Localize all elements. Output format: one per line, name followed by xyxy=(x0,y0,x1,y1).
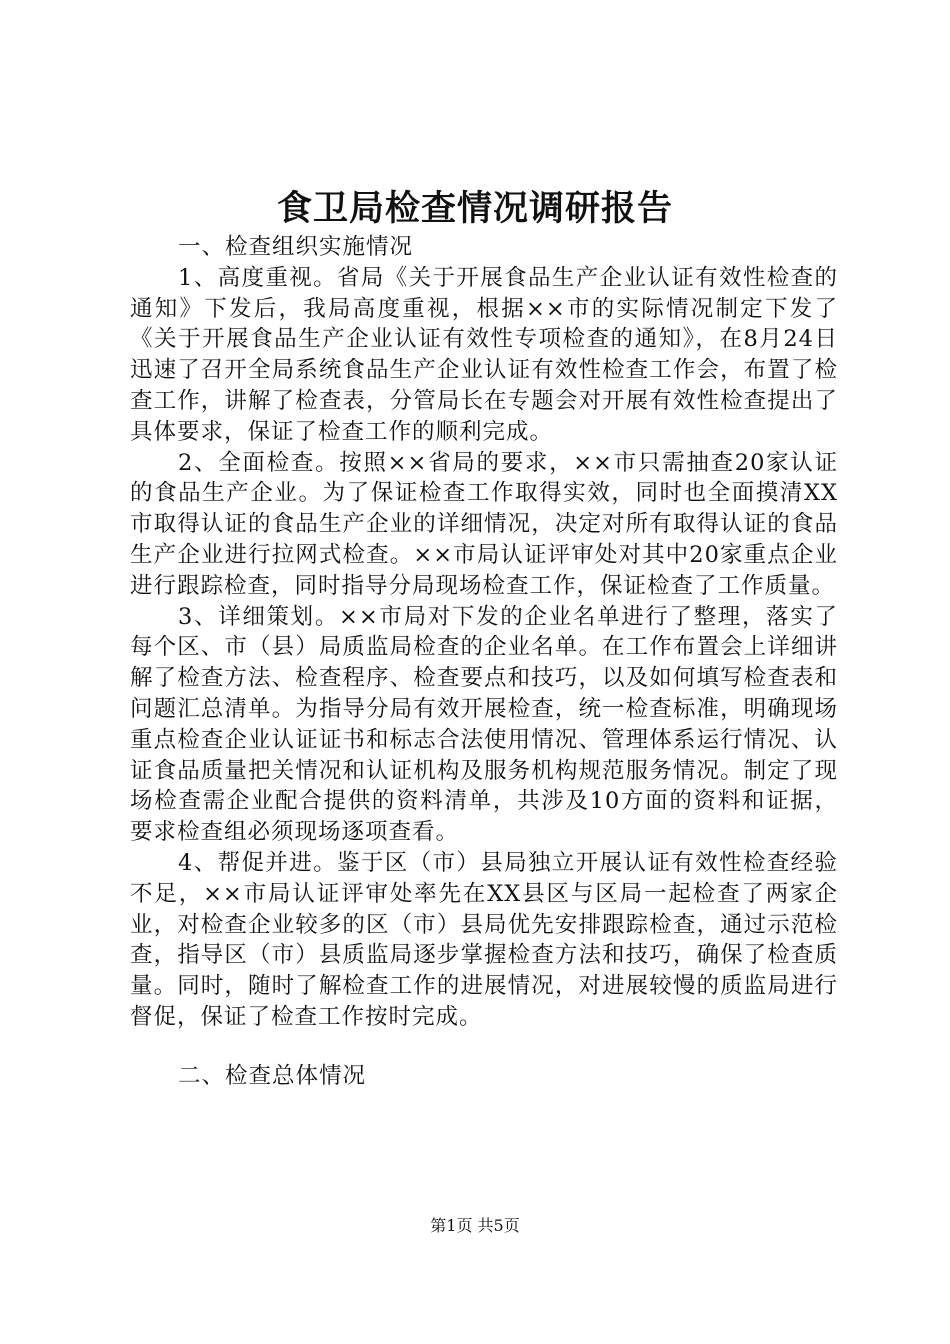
page-footer: 第1页 共5页 xyxy=(430,1216,520,1235)
paragraph-1: 1、高度重视。省局《关于开展食品生产企业认证有效性检查的通知》下发后，我局高度重视，根据××市的实际情况制定下发了《关于开展食品生产企业认证有效性专项检查的通知》，在8月24日迅速了召开全局系统食品生产企业认证有效性检查工作会，布置了检查工作，讲解了检查表，分管局长在专题会对开展有效性检查提出了具体要求，保证了检查工作的顺利完成。 xyxy=(130,264,838,445)
document-body xyxy=(130,232,838,1092)
section-heading-2: 二、检查总体情况 xyxy=(178,1062,367,1089)
paragraph-spacer xyxy=(130,1033,838,1061)
section-heading-1: 一、检查组织实施情况 xyxy=(178,234,414,260)
paragraph-3: 3、详细策划。××市局对下发的企业名单进行了整理，落实了每个区、市（县）局质监局检查的企业名单。在工作布置会上详细讲解了检查方法、检查程序、检查要点和技巧，以及如何填写检查表和问题汇总清单。为指导分局有效开展检查，统一检查标准，明确现场重点检查企业认证证书和标志合法使用情况、管理体系运行情况、认证食品质量把关情况和认证机构及服务机构规范服务情况。制定了现场检查需企业配合提供的资料清单，共涉及10方面的资料和证据，要求检查组必须现场逐项查看。 xyxy=(130,603,838,846)
document-title: 食卫局检查情况调研报告 xyxy=(276,189,673,229)
paragraph-2: 2、全面检查。按照××省局的要求，××市只需抽查20家认证的食品生产企业。为了保证检查工作取得实效，同时也全面摸清XX市取得认证的食品生产企业的详细情况，决定对所有取得认证的食品生产企业进行拉网式检查。××市局认证评审处对其中20家重点企业进行跟踪检查，同时指导分局现场检查工作，保证检查了工作质量。 xyxy=(130,449,838,599)
paragraph-4: 4、帮促并进。鉴于区（市）县局独立开展认证有效性检查经验不足，××市局认证评审处率先在XX县区与区局一起检查了两家企业，对检查企业较多的区（市）县局优先安排跟踪检查，通过示范检查，指导区（市）县质监局逐步掌握检查方法和技巧，确保了检查质量。同时，随时了解检查工作的进展情况，对进展较慢的质监局进行督促，保证了检查工作按时完成。 xyxy=(130,849,838,1030)
